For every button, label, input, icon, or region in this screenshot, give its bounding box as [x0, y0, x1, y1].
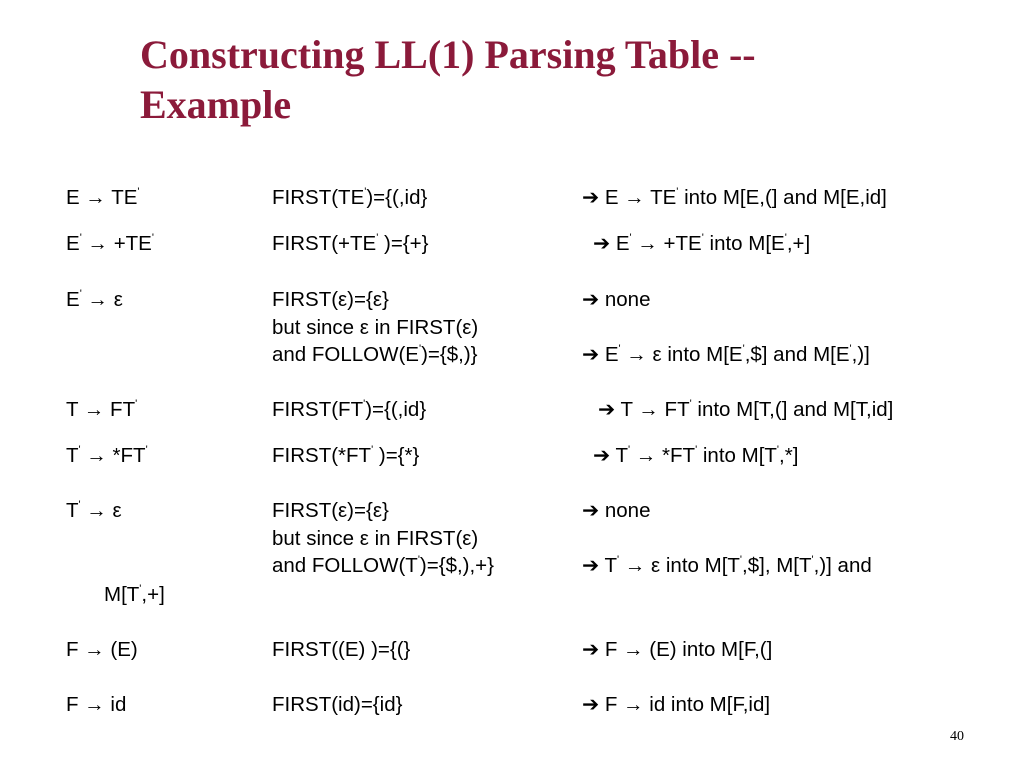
epsilon-note-t-prime: but since ε in FIRST(ε) [272, 527, 479, 550]
first-set-e-prime-plus: FIRST(+TE' )={+} [272, 232, 429, 255]
production-e-prime-plus: E' → +TE' [66, 232, 154, 255]
first-set-t-prime-epsilon: FIRST(ε)={ε} [272, 499, 389, 522]
slide-title-line-1: Constructing LL(1) Parsing Table -- [140, 32, 756, 77]
first-set-f-paren: FIRST((E) )={(} [272, 638, 411, 661]
production-t-prime-star: T' → *FT' [66, 444, 148, 467]
production-t-prime-epsilon: T' → ε [66, 499, 122, 522]
first-set-f-id: FIRST(id)={id} [272, 693, 403, 716]
page-number: 40 [950, 729, 964, 744]
table-entry-none-e-prime: ➔ none [582, 288, 651, 311]
slide-title-line-2: Example [140, 82, 292, 127]
table-entry-t-prime-epsilon: ➔ T' → ε into M[T',$], M[T',)] and [582, 554, 872, 577]
table-entry-t: ➔ T → FT' into M[T,(] and M[T,id] [598, 398, 894, 421]
table-entry-t-prime-epsilon-cont: M[T',+] [104, 583, 165, 606]
table-entry-e-prime-epsilon: ➔ E' → ε into M[E',$] and M[E',)] [582, 343, 870, 366]
production-e: E → TE' [66, 186, 140, 209]
first-set-t: FIRST(FT')={(,id} [272, 398, 427, 421]
table-entry-e-prime-plus: ➔ E' → +TE' into M[E',+] [593, 232, 811, 255]
production-t: T → FT' [66, 398, 138, 421]
table-entry-t-prime-star: ➔ T' → *FT' into M[T',*] [593, 444, 799, 467]
slide-title [140, 30, 756, 130]
follow-set-e-prime: and FOLLOW(E')={$,)} [272, 343, 478, 366]
epsilon-note-e-prime: but since ε in FIRST(ε) [272, 316, 479, 339]
table-entry-f-paren: ➔ F → (E) into M[F,(] [582, 638, 773, 661]
production-f-paren: F → (E) [66, 638, 138, 661]
production-e-prime-epsilon: E' → ε [66, 288, 123, 311]
follow-set-t-prime: and FOLLOW(T')={$,),+} [272, 554, 495, 577]
table-entry-f-id: ➔ F → id into M[F,id] [582, 693, 771, 716]
table-entry-e: ➔ E → TE' into M[E,(] and M[E,id] [582, 186, 887, 209]
first-set-t-prime-star: FIRST(*FT' )={*} [272, 444, 420, 467]
production-f-id: F → id [66, 693, 127, 716]
table-entry-none-t-prime: ➔ none [582, 499, 651, 522]
first-set-e-prime-epsilon: FIRST(ε)={ε} [272, 288, 389, 311]
first-set-e: FIRST(TE')={(,id} [272, 186, 428, 209]
